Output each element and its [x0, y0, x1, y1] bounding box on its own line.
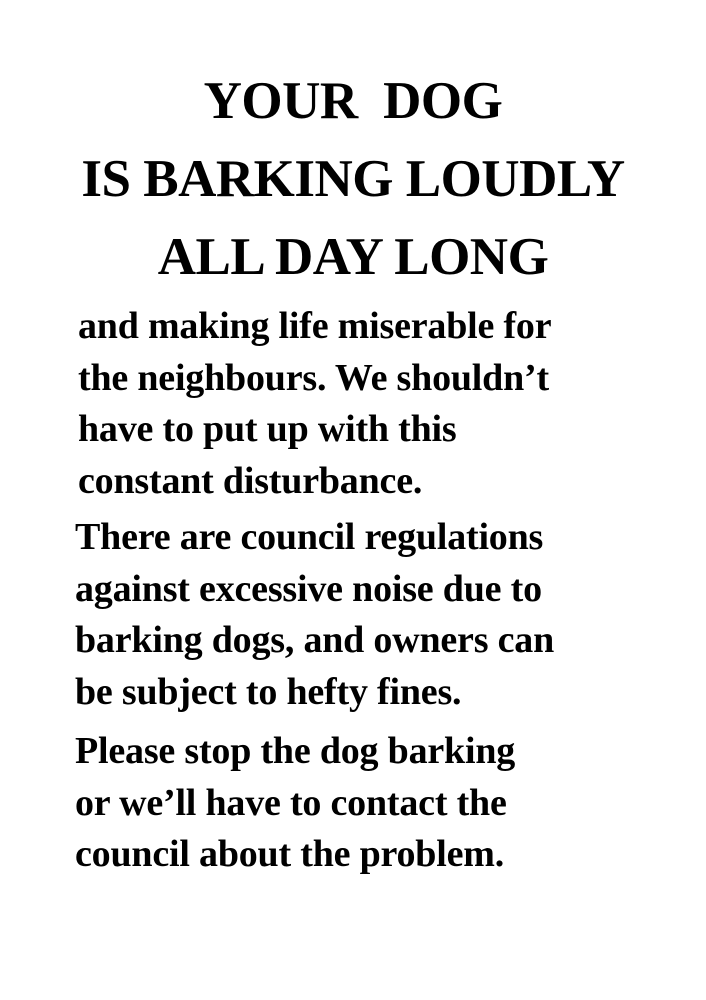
paragraph-line: have to put up with this — [78, 408, 457, 450]
paragraph-line: the neighbours. We shouldn’t — [78, 356, 549, 399]
paragraph-complaint — [78, 301, 551, 507]
paragraph-line: council about the problem. — [75, 833, 505, 875]
paragraph-line: be subject to hefty fines. — [75, 670, 462, 713]
paragraph-line: constant disturbance. — [78, 459, 423, 502]
notice-headline — [0, 62, 706, 296]
paragraph-line: There are council regulations — [75, 516, 544, 558]
headline-line: ALL DAY LONG — [157, 228, 549, 286]
paragraph-line: or we’ll have to contact the — [75, 781, 507, 824]
headline-line: YOUR DOG — [203, 72, 503, 130]
paragraph-regulations — [75, 512, 554, 718]
paragraph-line: against excessive noise due to — [75, 567, 542, 610]
paragraph-line: and making life miserable for — [78, 305, 552, 347]
paragraph-line: barking dogs, and owners can — [75, 619, 555, 661]
headline-line: IS BARKING LOUDLY — [81, 150, 625, 208]
paragraph-request — [75, 726, 515, 881]
paragraph-line: Please stop the dog barking — [75, 730, 516, 772]
